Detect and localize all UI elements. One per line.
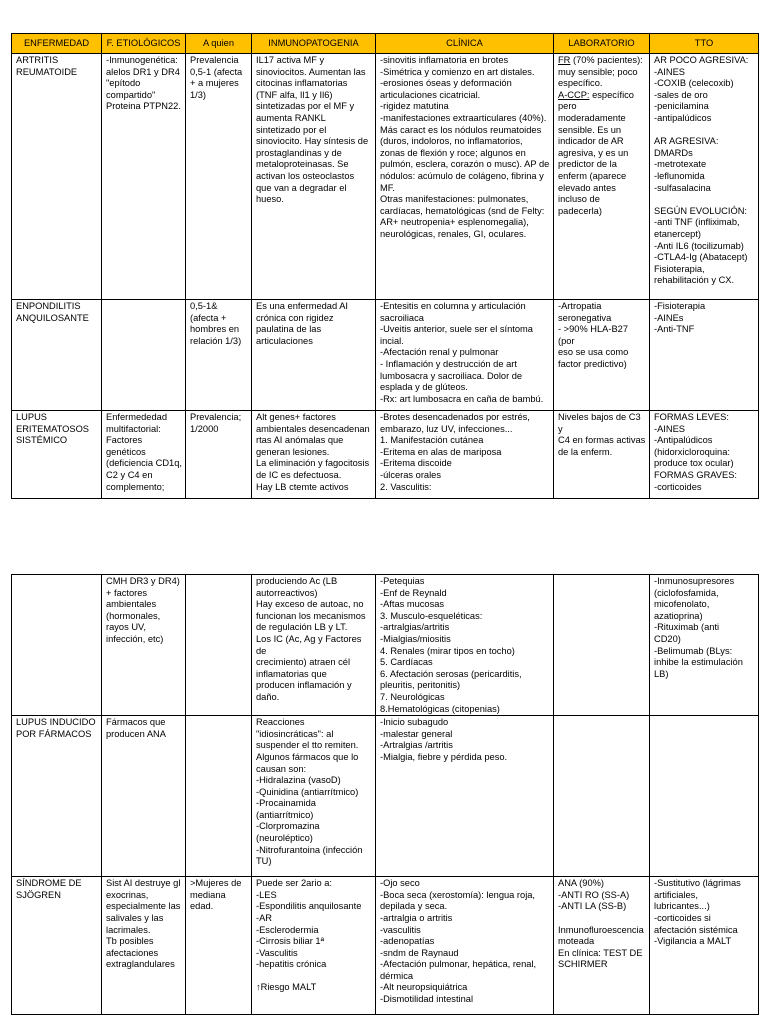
cell-inmunopatogenia: Alt genes+ factores ambientales desencadenan rtas AI anómalas que generan lesiones. La eliminación y fagocitosis de IC es defectuosa. Hay LB ctemte activos (252, 411, 376, 499)
header-row (12, 34, 759, 54)
header-tto: TTO (650, 34, 759, 54)
cell-clinica: -Ojo seco -Boca seca (xerostomía): lengua roja, depilada y seca. -artralgia o artritis -vasculitis -adenopatías -sndm de Raynaud -Afectación pulmonar, hepática, renal, dérmica -Alt neuropsiquiátrica -Dismotilidad intestinal (376, 877, 554, 1015)
lab-fr-label: FR (558, 55, 571, 65)
cell-enfermedad: LUPUS INDUCIDO POR FÁRMACOS (12, 716, 102, 877)
cell-enfermedad: LUPUS ERITEMATOSOS SISTÉMICO (12, 411, 102, 499)
table-row (12, 877, 759, 1015)
table-row (12, 575, 759, 716)
cell-a-quien: Prevalencia 0,5-1 (afecta + a mujeres 1/3) (186, 54, 252, 300)
cell-laboratorio (554, 575, 650, 716)
cell-tto: -Sustitutivo (lágrimas artificiales, lubricantes...) -corticoides si afectación sistémica -Vigilancia a MALT (650, 877, 759, 1015)
cell-a-quien (186, 575, 252, 716)
cell-enfermedad: ARTRITIS REUMATOIDE (12, 54, 102, 300)
cell-etiologicos (102, 300, 186, 411)
cell-a-quien: Prevalencia; 1/2000 (186, 411, 252, 499)
cell-etiologicos: CMH DR3 y DR4) + factores ambientales (hormonales, rayos UV, infección, etc) (102, 575, 186, 716)
cell-clinica: -Petequias -Enf de Reynald -Aftas mucosas 3. Musculo-esqueléticas: -artralgias/artritis -Mialgias/miositis 4. Renales (mirar tipos en tocho) 5. Cardíacas 6. Afectación serosas (pericarditis, pleuritis, peritonitis) 7. Neurológicas 8.Hematológicas (citopenias) (376, 575, 554, 716)
cell-laboratorio (554, 716, 650, 877)
table-row (12, 411, 759, 499)
cell-inmunopatogenia: produciendo Ac (LB autorreactivos) Hay exceso de autoac, no funcionan los mecanismos de regulación LB y LT. Los IC (Ac, Ag y Factores de crecimiento) atraen cél inflamatorias que producen inflamación y daño. (252, 575, 376, 716)
cell-etiologicos: -Inmunogenética: alelos DR1 y DR4 "epítodo compartido" Proteina PTPN22. (102, 54, 186, 300)
cell-a-quien: 0,5-1& (afecta + hombres en relación 1/3) (186, 300, 252, 411)
header-enfermedad: ENFERMEDAD (12, 34, 102, 54)
cell-laboratorio: ANA (90%) -ANTI RO (SS-A) -ANTI LA (SS-B) Inmunofluroescencia moteada En clínica: TEST DE SCHIRMER (554, 877, 650, 1015)
table-row (12, 300, 759, 411)
cell-laboratorio: Niveles bajos de C3 y C4 en formas activas de la enferm. (554, 411, 650, 499)
cell-a-quien: >Mujeres de mediana edad. (186, 877, 252, 1015)
header-a-quien: A quien (186, 34, 252, 54)
cell-inmunopatogenia: Puede ser 2ario a: -LES -Espondilitis anquilosante -AR -Esclerodermia -Cirrosis biliar 1ª -Vasculitis -hepatitis crónica ↑Riesgo MALT (252, 877, 376, 1015)
lab-accp-text: específico pero moderadamente sensible. Es un indicador de AR agresiva, y es un predictor de la enferm (aparece elevado antes incluso de padecerla) (558, 89, 634, 216)
lab-accp-label: A-CCP: (558, 89, 590, 100)
cell-tto: -Fisioterapia -AINEs -Anti-TNF (650, 300, 759, 411)
cell-clinica: -Inicio subagudo -malestar general -Artralgias /artritis -Mialgia, fiebre y pérdida peso. (376, 716, 554, 877)
header-inmunopatogenia: INMUNOPATOGENIA (252, 34, 376, 54)
table-row (12, 54, 759, 300)
header-laboratorio: LABORATORIO (554, 34, 650, 54)
cell-a-quien (186, 716, 252, 877)
cell-enfermedad: ENPONDILITIS ANQUILOSANTE (12, 300, 102, 411)
table-row (12, 716, 759, 877)
cell-laboratorio: -Artropatia seronegativa - >90% HLA-B27 (por eso se usa como factor predictivo) (554, 300, 650, 411)
cell-etiologicos: Fármacos que producen ANA (102, 716, 186, 877)
cell-enfermedad: SÍNDROME DE SJÖGREN (12, 877, 102, 1015)
cell-tto: AR POCO AGRESIVA: -AINES -COXIB (celecoxib) -sales de oro -penicilamina -antipalúdicos AR AGRESIVA: DMARDs -metrotexate -leflunomida -sulfasalacina SEGÚN EVOLUCIÓN: -anti TNF (infliximab, etanercept) -Anti IL6 (tocilizumab) -CTLA4-Ig (Abatacept) Fisioterapia, rehabilitación y CX. (650, 54, 759, 300)
cell-etiologicos: Enfermededad multifactorial: Factores genéticos (deficiencia CD1q, C2 y C4 en complemento; (102, 411, 186, 499)
cell-laboratorio (554, 54, 650, 300)
cell-enfermedad (12, 575, 102, 716)
cell-clinica: -Brotes desencadenados por estrés, embarazo, luz UV, infecciones... 1. Manifestación cutánea -Eritema en alas de mariposa -Eritema discoide -úlceras orales 2. Vasculitis: (376, 411, 554, 499)
lab-fr-text: (70% pacientes): muy sensible; poco específico. (558, 55, 643, 89)
disease-table-page-2 (11, 574, 759, 1015)
cell-inmunopatogenia: IL17 activa MF y sinoviocitos. Aumentan las citocinas inflamatorias (TNF alfa, Il1 y Il6) sintetizadas por el MF y aumenta RANKL sintetizado por el sinoviocito. Hay síntesis de prostaglandinas y de metaloproteinasas. Se activan los osteoclastos que van a degradar el hueso. (252, 54, 376, 300)
header-etiologicos: F. ETIOLÓGICOS (102, 34, 186, 54)
cell-tto: FORMAS LEVES: -AINES -Antipalúdicos (hidorxicloroquina: produce tox ocular) FORMAS GRAVES: -corticoides (650, 411, 759, 499)
cell-tto (650, 716, 759, 877)
cell-clinica: -sinovitis inflamatoria en brotes -Simétrica y comienzo en art distales. -erosiones óseas y deformación articulaciones cicatricial. -rigidez matutina -manifestaciones extraarticulares (40%). Más caract es los nódulos reumatoides (duros, indoloros, no inflamatorios, zonas de flexión y roce; algunos en pulmón, esclera, corazón o musc). AP de nódulos: acúmulo de colágeno, fibrina y MF. Otras manifestaciones: pulmonates, cardíacas, hematológicas (snd de Felty: AR+ neutropenia+ esplenomegalia), neurológicas, renales, GI, oculares. (376, 54, 554, 300)
header-clinica: CLÍNICA (376, 34, 554, 54)
cell-clinica: -Entesitis en columna y articulación sacroiliaca -Uveitis anterior, suele ser el síntoma incial. -Afectación renal y pulmonar - Inflamación y destrucción de art lumbosacra y sacroiliaca. Dolor de esplada y de glúteos. -Rx: art lumbosacra en caña de bambú. (376, 300, 554, 411)
cell-inmunopatogenia: Reacciones "idiosincráticas": al suspender el tto remiten. Algunos fármacos que lo causan son: -Hidralazina (vasoD) -Quinidina (antiarrítmico) -Procainamida (antiarrítmico) -Clorpromazina (neuroléptico) -Nitrofurantoina (infección TU) (252, 716, 376, 877)
disease-table-page-1 (11, 33, 759, 499)
cell-tto: -Inmunosupresores (ciclofosfamida, micofenolato, azatioprina) -Rituximab (anti CD20) -Belimumab (BLys: inhibe la estimulación LB) (650, 575, 759, 716)
cell-inmunopatogenia: Es una enfermedad AI crónica con rigidez paulatina de las articulaciones (252, 300, 376, 411)
cell-etiologicos: Sist AI destruye gl exocrinas, especialmente las salivales y las lacrimales. Tb posibles afectaciones extraglandulares (102, 877, 186, 1015)
